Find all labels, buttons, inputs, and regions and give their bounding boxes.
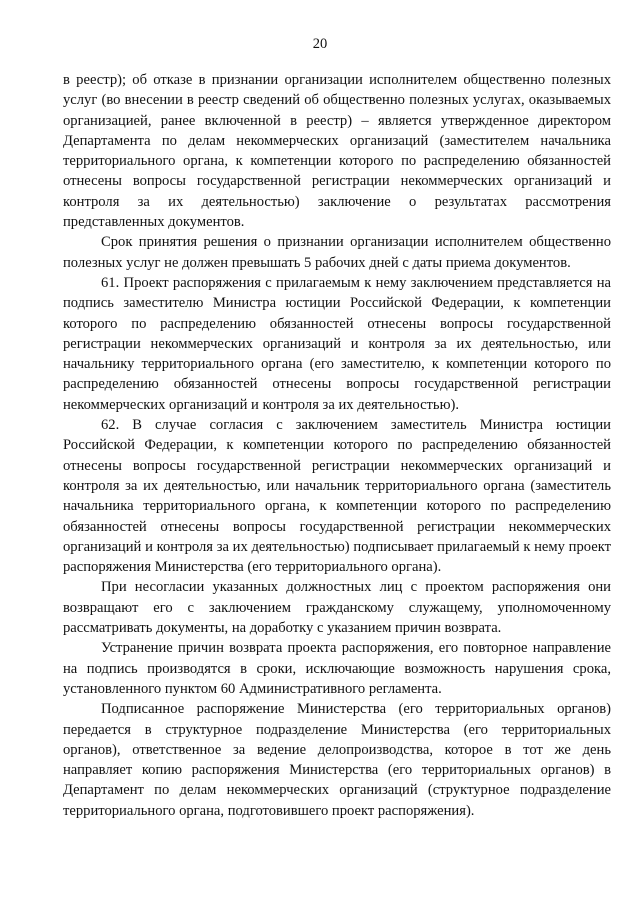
paragraph-decision-term: Срок принятия решения о признании организации исполнителем общественно полезных услуг не должен превышать 5 рабочих дней с даты приема документов. <box>63 234 611 271</box>
paragraph-elimination: Устранение причин возврата проекта распоряжения, его повторное направление на подпись производятся в сроки, исключающие возможность нарушения срока, установленного пунктом 60 Административного регламента. <box>63 640 611 697</box>
paragraph-item-61: 61. Проект распоряжения с прилагаемым к нему заключением представляется на подпись заместителю Министра юстиции Российской Федерации, к компетенции которого по распределению обязанностей отнесены вопросы государственной регистрации некоммерческих организаций и контроля за их деятельностью, или начальнику территориального органа (его заместителю, к компетенции которого по распределению обязанностей отнесены вопросы государственной регистрации некоммерческих организаций и контроля за их деятельностью). <box>63 274 611 413</box>
paragraph-continuation: в реестр); об отказе в признании организации исполнителем общественно полезных услуг (во внесении в реестр сведений об общественно полезных услугах, оказываемых организацией, ранее включенной в реестр) – является утвержденное директором Департамента по делам некоммерческих организаций (заместителем начальника территориального органа, к компетенции которого по распределению обязанностей отнесены вопросы государственной регистрации некоммерческих организаций и контроля за их деятельностью) заключение о результатах рассмотрения представленных документов. <box>63 72 611 231</box>
paragraph-disagreement: При несогласии указанных должностных лиц с проектом распоряжения они возвращают его с заключением гражданскому служащему, уполномоченному рассматривать документы, на доработку с указанием причин возврата. <box>63 579 611 637</box>
document-body <box>63 70 611 821</box>
paragraph-signed-order: Подписанное распоряжение Министерства (его территориальных органов) передается в структурное подразделение Министерства (его территориальных органов), ответственное за ведение делопроизводства, которое в тот же день направляет копию распоряжения Министерства (его территориальных органов) в Департамент по делам некоммерческих организаций (структурное подразделение территориального органа, подготовившего проект распоряжения). <box>63 701 611 819</box>
page-number: 20 <box>312 36 328 52</box>
paragraph-item-62: 62. В случае согласия с заключением заместитель Министра юстиции Российской Федерации, к компетенции которого по распределению обязанностей отнесены вопросы государственной регистрации некоммерческих организаций и контроля за их деятельностью, или начальник территориального органа (заместитель начальника территориального органа, к компетенции которого по распределению обязанностей отнесены вопросы государственной регистрации некоммерческих организаций и контроля за их деятельностью) подписывает прилагаемый к нему проект распоряжения Министерства (его территориального органа). <box>63 417 611 576</box>
